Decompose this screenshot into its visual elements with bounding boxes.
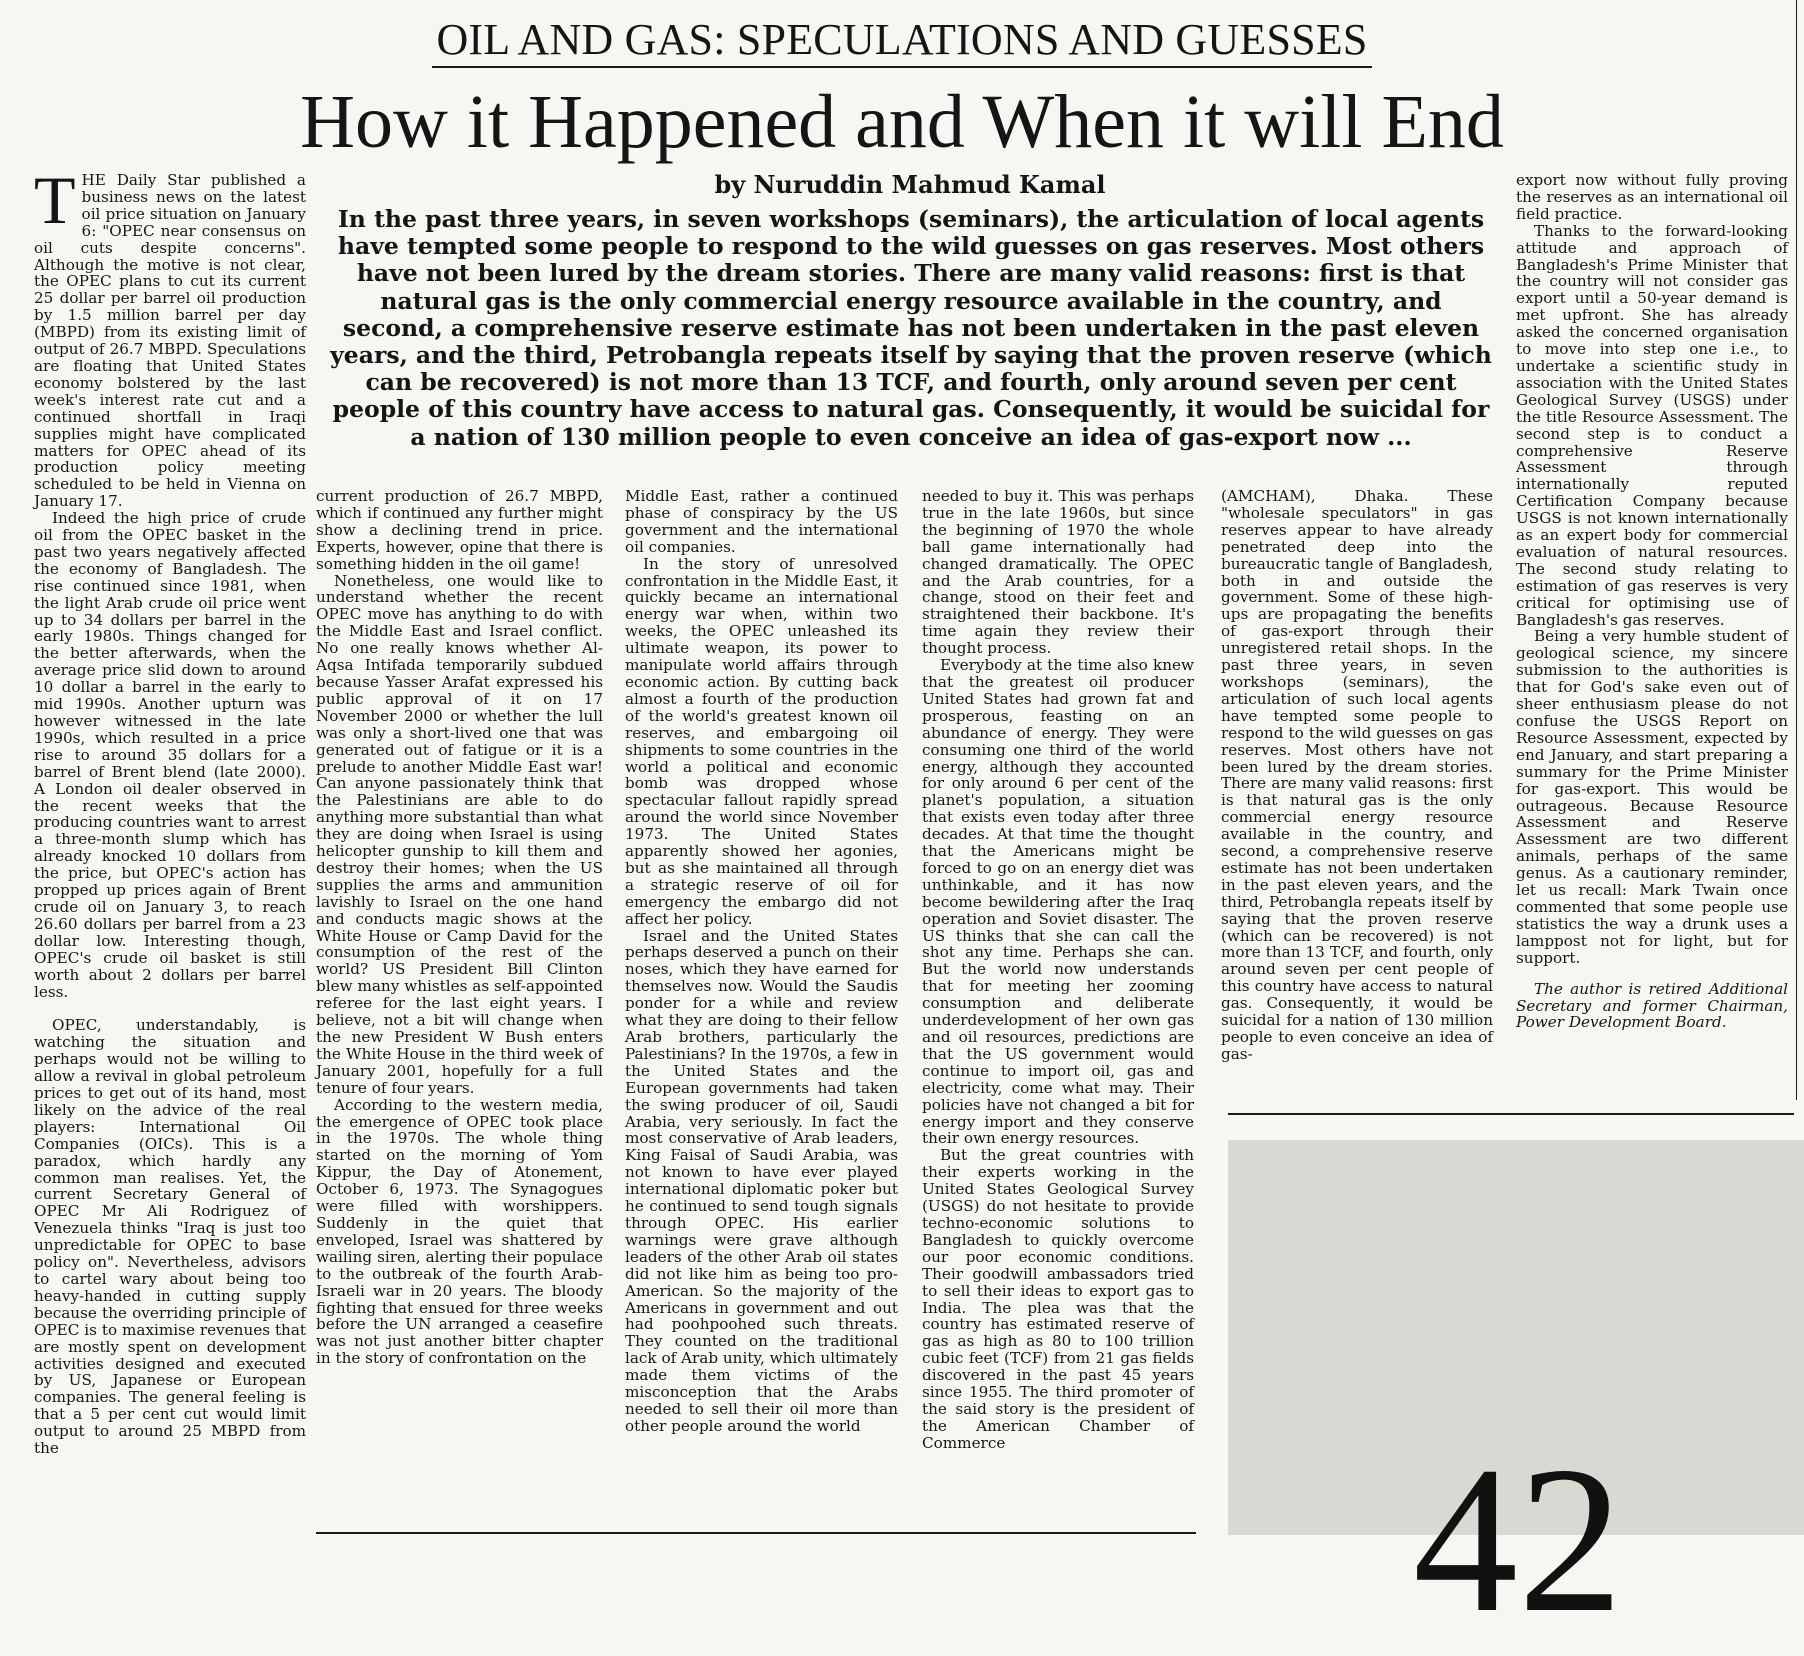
- paragraph: In the story of unresolved confrontation in the Middle East, it quickly became an international energy war when, within two weeks, the OPEC unleashed its ultimate weapon, its power to manipulate world affairs through economic action. By cutting back almost a fourth of the production of the world's greatest known oil reserves, and embargoing oil shipments to some countries in the world a political and economic bomb was dropped whose spectacular fallout rapidly spread around the world since November 1973. The United States apparently showed her agonies, but as she maintained all through a strategic reserve of oil for emergency the embargo did not affect her policy.: [625, 554, 898, 928]
- paragraph: Israel and the United States perhaps deserved a punch on their noses, which they have earned for themselves now. Would the Saudis ponder for a while and review what they are doing to their fellow Arab brothers, particularly the Palestinians? In the 1970s, a few in the United States and the European governments had taken the swing producer of oil, Saudi Arabia, very seriously. In fact the most conservative of Arab leaders, King Faisal of Saudi Arabia, was not known to have ever played international diplomatic poker but he continued to send tough signals through OPEC. His earlier warnings were grave although leaders of the other Arab oil states did not like him as being too pro-American. So the majority of the Americans in government and out had poohpoohed such threats. They counted on the traditional lack of Arab unity, which ultimately made them victims of the misconception that the Arabs needed to sell their oil more than other people around the world: [625, 926, 898, 1435]
- paragraph: (AMCHAM), Dhaka. These "wholesale speculators" in gas reserves appear to have already penetrated deep into the bureaucratic tangle of Bangladesh, both in and outside the government. Some of these high-ups are propagating the benefits of gas-export through their unregistered retail shops. In the past three years, in seven workshops (seminars), the articulation of such local agents have tempted some people to respond to the wild guesses on gas reserves. Most others have not been lured by the dream stories. There are many valid reasons: first is that natural gas is the only commercial energy resource available in the country, and second, a comprehensive reserve estimate has not been undertaken in the past eleven years, and the third, Petrobangla repeats itself by saying that the proven reserve (which can be recovered) is not more than 13 TCF, and fourth, only around seven per cent people of this country have access to natural gas. Consequently, it would be suicidal for a nation of 130 million people to even conceive an idea of gas-: [1221, 487, 1493, 1063]
- deck-summary: [328, 206, 1494, 451]
- author-note: The author is retired Additional Secretary and former Chairman, Power Development Board.: [1516, 979, 1788, 1032]
- paragraph: Thanks to the forward-looking attitude and approach of Bangladesh's Prime Minister that the country will not consider gas export until a 50-year demand is met upfront. She has already asked the concerned organisation to move into step one i.e., to undertake a scientific study in association with the United States Geological Survey (USGS) under the title Resource Assessment. The second step is to conduct a comprehensive Reserve Assessment through internationally reputed Certification Company because USGS is not known internationally as an expert body for commercial evaluation of natural resources. The second study relating to estimation of gas reserves is very critical for optimising use of Bangladesh's gas reserves.: [1516, 221, 1788, 629]
- page-edge-rule: [1796, 0, 1797, 1100]
- paragraph: But the great countries with their experts working in the United States Geological Survey (USGS) do not hesitate to provide techno-economic solutions to Bangladesh to quickly overcome our poor economic conditions. Their goodwill ambassadors tried to sell their ideas to export gas to India. The plea was that the country has estimated reserve of gas as high as 80 to 100 trillion cubic feet (TCF) from 21 gas fields discovered in the past 45 years since 1955. The third promoter of the said story is the president of the American Chamber of Commerce: [922, 1146, 1194, 1452]
- headline: How it Happened and When it will End: [300, 80, 1504, 164]
- bottom-divider: [316, 1532, 1196, 1534]
- paragraph: needed to buy it. This was perhaps true in the late 1960s, but since the beginning of 1970 the whole ball game internationally had changed dramatically. The OPEC and the Arab countries, for a change, stood on their feet and straightened their backbone. It's time again they review their thought process.: [922, 487, 1194, 658]
- paragraph: Being a very humble student of geological science, my sincere submission to the authorities is that for God's sake even out of sheer enthusiasm please do not confuse the USGS Report on Resource Assessment, expected by end January, and start preparing a summary for the Prime Minister for gas-export. This would be outrageous. Because Resource Assessment and Reserve Assessment are two different animals, perhaps of the same genus. As a cautionary reminder, let us recall: Mark Twain once commented that some people use statistics the way a drunk uses a lamppost not for light, but for support.: [1516, 627, 1788, 967]
- paragraph: export now without fully proving the reserves as an international oil field practice.: [1516, 171, 1788, 223]
- paragraph: [34, 162, 306, 511]
- column-3: [625, 488, 898, 1528]
- byline: by Nuruddin Mahmud Kamal: [714, 170, 1106, 199]
- drop-cap: T: [34, 162, 76, 238]
- paragraph: Nonetheless, one would like to understand whether the recent OPEC move has anything to do with the Middle East and Israel conflict. No one really knows whether Al-Aqsa Intifada temporarily subdued because Yasser Arafat expressed his public approval of it on 17 November 2000 or whether the lull was only a short-lived one that was generated out of fatigue or it is a prelude to another Middle East war! Can anyone passionately think that the Palestinians are able to do anything more substantial than what they are doing when Israel is using helicopter gunship to kill them and destroy their homes; when the US supplies the arms and ammunition lavishly to Israel on the one hand and conducts magic shows at the White House or Camp David for the consumption of the rest of the world? US President Bill Clinton blew many whistles as self-appointed referee for the last eight years. I believe, not a bit will change when the new President W Bush enters the White House in the third week of January 2001, hopefully for a full tenure of four years.: [316, 571, 603, 1097]
- column-2: [316, 488, 603, 1528]
- paragraph: Everybody at the time also knew that the greatest oil producer United States had grown fat and prosperous, feasting on an abundance of energy. They were consuming one third of the world energy, although they accounted for only around 6 per cent of the planet's population, a situation that exists even today after three decades. At that time the thought that the Americans might be forced to go on an energy diet was unthinkable, and it has now become bewildering after the Iraq operation and Soviet disaster. The US thinks that she can call the shot any time. Perhaps she can. But the world now understands that for meeting her zooming consumption and deliberate underdevelopment of her own gas and oil resources, predictions are that the US government would continue to import oil, gas and electricity, come what may. Their policies have not changed a bit for energy import and they conserve their own energy resources.: [922, 656, 1194, 1148]
- paragraph: current production of 26.7 MBPD, which if continued any further might show a declining trend in price. Experts, however, opine that there is something hidden in the oil game!: [316, 487, 603, 573]
- paragraph: Middle East, rather a continued phase of conspiracy by the US government and the international oil companies.: [625, 487, 898, 556]
- column-6: [1516, 172, 1788, 1092]
- paragraph: OPEC, understandably, is watching the situation and perhaps would not be willing to allow a revival in global petroleum prices to get out of its hand, most likely on the advice of the real players: International Oil Companies (OICs). This is a paradox, which hardly any common man realises. Yet, the current Secretary General of OPEC Mr Ali Rodriguez of Venezuela thinks "Iraq is just too unpredictable for OPEC to base policy on". Nevertheless, advisors to cartel wary about being too heavy-handed in cutting supply because the overriding principle of OPEC is to maximise revenues that are mostly spent on development activities designed and executed by US, Japanese or European companies. The general feeling is that a 5 per cent cut would limit output to around 25 MBPD from the: [34, 1016, 306, 1458]
- page-number-panel: [1228, 1140, 1804, 1656]
- kicker-heading: [0, 14, 1804, 66]
- paragraph: Indeed the high price of crude oil from the OPEC basket in the past two years negatively affected the economy of Bangladesh. The rise continued since 1981, when the light Arab crude oil price went up to 34 dollars per barrel in the early 1980s. Things changed for the better afterwards, when the average price slid down to around 10 dollar a barrel in the early to mid 1990s. Another upturn was however witnessed in the late 1990s, which resulted in a price rise to around 35 dollars for a barrel of Brent blend (late 2000). A London oil dealer observed in the recent weeks that the producing countries want to arrest a three-month slump which has already knocked 10 dollars from the price, but OPEC's action has propped up prices again of Brent crude oil on January 3, to reach 26.60 dollars per barrel from a 23 dollar low. Interesting though, OPEC's crude oil basket is still worth about 2 dollars per barrel less.: [34, 509, 306, 1001]
- paragraph: According to the western media, the emergence of OPEC took place in the 1970s. The whole thing started on the morning of Yom Kippur, the Day of Atonement, October 6, 1973. The Synagogues were filled with worshippers. Suddenly in the quiet that enveloped, Israel was shattered by wailing siren, alerting their populace to the outbreak of the fourth Arab-Israeli war in 20 years. The bloody fighting that ensued for three weeks before the UN arranged a ceasefire was not just another bitter chapter in the story of confrontation on the: [316, 1095, 603, 1368]
- page-number: 42: [1413, 1424, 1623, 1656]
- column-1: [34, 162, 306, 1527]
- kicker-text: OIL AND GAS: SPECULATIONS AND GUESSES: [432, 15, 1371, 68]
- deck-text: In the past three years, in seven workshops (seminars), the articulation of local agents have tempted some people to respond to the wild guesses on gas reserves. Most others have not been lured by the dream stories. There are many valid reasons: first is that natural gas is the only commercial energy resource available in the country, and second, a comprehensive reserve estimate has not been undertaken in the past eleven years, and the third, Petrobangla repeats itself by saying that the proven reserve (which can be recovered) is not more than 13 TCF, and fourth, only around seven per cent people of this country have access to natural gas. Consequently, it would be suicidal for a nation of 130 million people to even conceive an idea of gas-export now ...: [330, 205, 1492, 451]
- column-4: [922, 488, 1194, 1528]
- paragraph-text: HE Daily Star published a business news on the latest oil price situation on January 6: "OPEC near consensus on oil cuts despite concerns". Although the motive is not clear, the OPEC plans to cut its current 25 dollar per barrel oil production by 1.5 million barrel per day (MBPD) from its existing limit of output of 26.7 MBPD. Speculations are floating that United States economy bolstered by the last week's interest rate cut and a continued shortfall in Iraqi supplies might have complicated matters for OPEC ahead of its production policy meeting scheduled to be held in Vienna on January 17.: [34, 171, 306, 511]
- right-column-divider: [1228, 1113, 1794, 1115]
